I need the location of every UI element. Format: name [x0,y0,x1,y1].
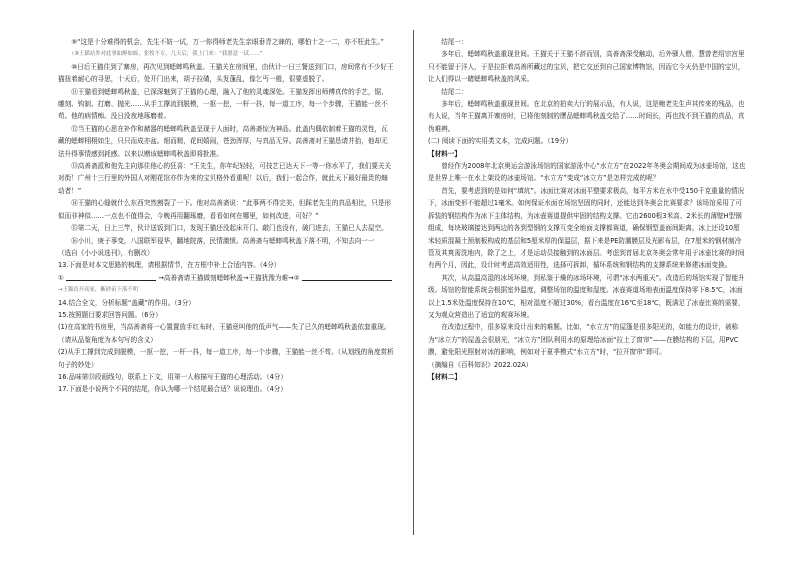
paragraph-11: ⑪王猫看到蟋蟀鸣秋盖，已深深魅到了王猫的心理，融入了他的灵魂深处。王猫发挥出师傅真传的手艺，锯、雕刻、钩制、打磨、抛光……从手工撑流到脱模，一抠一挖，一杆一抖，每一道工序，每一个步骤，王猫能一丝不苟。他的病情痴。没日没夜地琢磨着。 [58,87,388,121]
paragraph-16: ⑯小川，庚子事变，八国联军侵华，翻地院落，民情激愤。高善斋与蟋蟀鸣秋盖下落不明，不知去向一一 [71,236,375,245]
material-1-p4: 在改造过程中，很多原来设计出来的难题。比如，“水立方”的屋篷是很多阳光的，如能力的设计，被称为“冰立方”的屋盖会很朋光，“冰立方”团队利用水的原理给冰面“拉上了窗帘”——在膜结构的下层，用PVC膜，避免阳光照射对冰的影响，例如对于夏季模式“水立方”时，“拉开窗帘”即可。 [428,323,739,357]
paragraph-9: ⑨“这是十分难得的机会，先生不妨一试，万一你得师老先生亲眼垂青之睐的，哪怕十之一二，亦不枉此生。” [71,38,384,46]
material-1-heading: 【材料一】 [428,149,461,158]
question-15-1: (1)在高家的书房里，当高善斋将一心置置放手红布时，王猫竟叫他的低声气——失了已久的蟋蟀鸣秋盖依套重现。（请从品鉴角度为本句写的含义） [58,323,391,344]
section-2-heading: (二) 阅读下面的实用类文本，完成问题。（19分） [428,137,573,146]
material-2-heading: 【材料二】 [428,372,461,381]
answer-blank-2[interactable] [302,272,392,281]
paragraph-15: ⑮第二天，日上三竿，伙计送饭到门口，发现王猫还没起床开门。敲门也没有，破门进去，王猫已人去屋空。 [71,224,388,233]
paragraph-9-note: （⑨王猫站外对此事如醉如痴，张牧不专，几天后，我上门来：“我愿意一试……” [68,51,263,58]
paragraph-14: ⑭王猫的心缝就什么东西突然割裂了一下。他对高善斋说：“此事两不得完美，但踩老先生的真品相比，只是形似而非神似……一点也不值得会，今晚再用翻琢磨，看看如何在哪里，如何改进，可好？” [58,199,392,220]
flow-label-1: ① [58,273,64,282]
question-15: 15.按照题目要求回答问题。（6分） [58,310,162,319]
question-16: 16.品味第⑬段画线句，联系上下文，用第一人称描写王猫的心理活动。（4分） [58,372,287,381]
flow-middle: →高善斋请王猫做刻蟋蟀秋盖→王猫犹豫为难→② [158,273,300,282]
ending-1-text: 多年后，蟋蟀鸣秋盖重现世间。王猫关于王猫不辞而别，高善斋深受触动，后外骚人僧，慧曾老绍宗宫里只不能留于洋人，于是拉拒着高善所藏过的宝贝，把它交还到自己国家博物馆，因而它今天仍是中国的宝贝，让人们得以一睹蟋蟀鸣秋盖的风采。 [428,50,745,84]
ending-2-title: 结尾二： [441,87,468,96]
question-15-2: (2)从手工撑到完成到脱模，一抠一挖，一杆一抖，每一道工序，每一个步骤，王猫能一丝不苟。（从划线的角度赏析句子的妙处） [58,348,394,369]
question-14: 14.结合全文，分析标题“盖藏”的作用。（3分） [58,298,195,307]
source-note: （选自《小小说选刊》，有删改） [58,248,154,257]
flow-end: →王猫首开高家，紫砂苗下落不明 [58,287,138,294]
material-1-source: （摘编自《百科知识》2022.02A） [428,360,533,369]
ending-2-text: 多年后，蟋蟀鸣秋盖重现世间。在北京的拍卖大厅的展示品，有人说，这是鲍老先生声其传来的残品，也有人说，当年王猫离开寨房时，已将他刻制的赝品蟋蟀鸣秋盖交给了……时间长，再也找不到王猫的真品，真伪难辨。 [428,100,745,133]
answer-blank-1[interactable] [66,272,156,281]
paragraph-10: ⑩日后王猫住到了寨房，再次见到蟋蟀鸣秋盖。王猫关在房间里，由伙计一日三餐送到门口，房间常有不少好王猫扭着耐心的寻思，十天后，处开门出来，胡子拉碴，头发蓬乱，像乞丐一般，很要虚脱了。 [58,62,394,84]
left-column [58,36,394,396]
material-1-p1: 曾经作为2008年北京奥运会游泳场馆的国家游泳中心“水立方”在2022年冬奥会期间成为冰壶场馆，这也是世界上唯一在水上架设的冰壶场馆。“水立方”变成“冰立方”是怎样完成的呢？ [428,162,746,183]
paragraph-13: ⑬高善斋派和他先主向那住他心的狂喜：“王先生，你年纪轻轻，可技艺已达天下一等一你水平了，我们要关关对街！广州十三行里的外国人对刚花馆亦作为来的宝贝格外看重呢！以后，我们一起合作，就此天下最好最贵的煽动者！” [58,162,392,195]
paragraph-12: ⑫当王猫的心思在补作和赭器的蟋蟀鸣秋盖呈现于人面时，高善斋惊为神品。此盖内偶依制着王猫的灵性，瓦藏的蟋蟀栩栩如生，只只而成亦盆。细而精，花间嬉闹，苍劲浑厚，与真品无异。高善斋对王猫恳请并抬，他却无法升得事情感到耗感。以来以赠该蟋蟀鸣秋盖即将批准。 [58,124,388,158]
ending-1-title: 结尾一： [441,38,468,46]
right-column [428,36,746,383]
question-13-flow [58,272,394,284]
column-divider [413,30,414,535]
material-1-p3: 其次，从高温高湿的冰场环境，到私鉴于燥的冰场环境，可谓“冰水两重天”。改造后的场馆实现了智能升级。场馆的智能系统会根据室外温度，调整场馆的温度和湿度。冰壶赛道场地表面温度保持零下8.5℃，冰面以上1.5米处温度保持在10℃，相对湿度不超过30%，看台温度在16℃至18℃，既满足了冰壶比赛的需要，又为观众营造出了适宜的观赛环境。 [428,273,745,319]
material-1-p2: 首先，要考虑到的是如何“填坑”。冰面比赛对冰面平整要求极高，每平方米在水中受150千克重量的情况下，冰面变形不能超过1毫米。如何保证水面在场馆坚固的同时，还能达到冬奥会比赛要求？该场馆采用了可拆装的钢结构作为冰下主体结构，为冰壶赛道提供牢固的结构支撑。它由2600根3米高、2米长的薄壁H型钢组成，每块玻璃接达到两边的各到型钢的支撑互变全地面支撑都赛道，确保钢型盖面间距离。冰上还设10厘米轻质混凝土预制板构成的基层和5厘米厚的保温层，据下来是PE防潮膜层及光影布层，在7厘米的钢材制冷管及其爽需洗地内，除了之上，才是运动员接触到的冰面层。考虑到首届北京冬奥会常年用于冰壶比赛的时间有两个月，因此，设计时考虑高效适用性，选择可拆卸，循环系统和钢结构的支撑系统来修建冰面变换。 [428,186,745,270]
question-17: 17.下面是小说两个不同的结尾，你认为哪一个结尾最合适？说说理由。（4分） [58,385,287,394]
question-13: 13.下面是对本文思路的梳理，请根据情节，在方框中补上合适内容。（4分） [58,261,281,270]
